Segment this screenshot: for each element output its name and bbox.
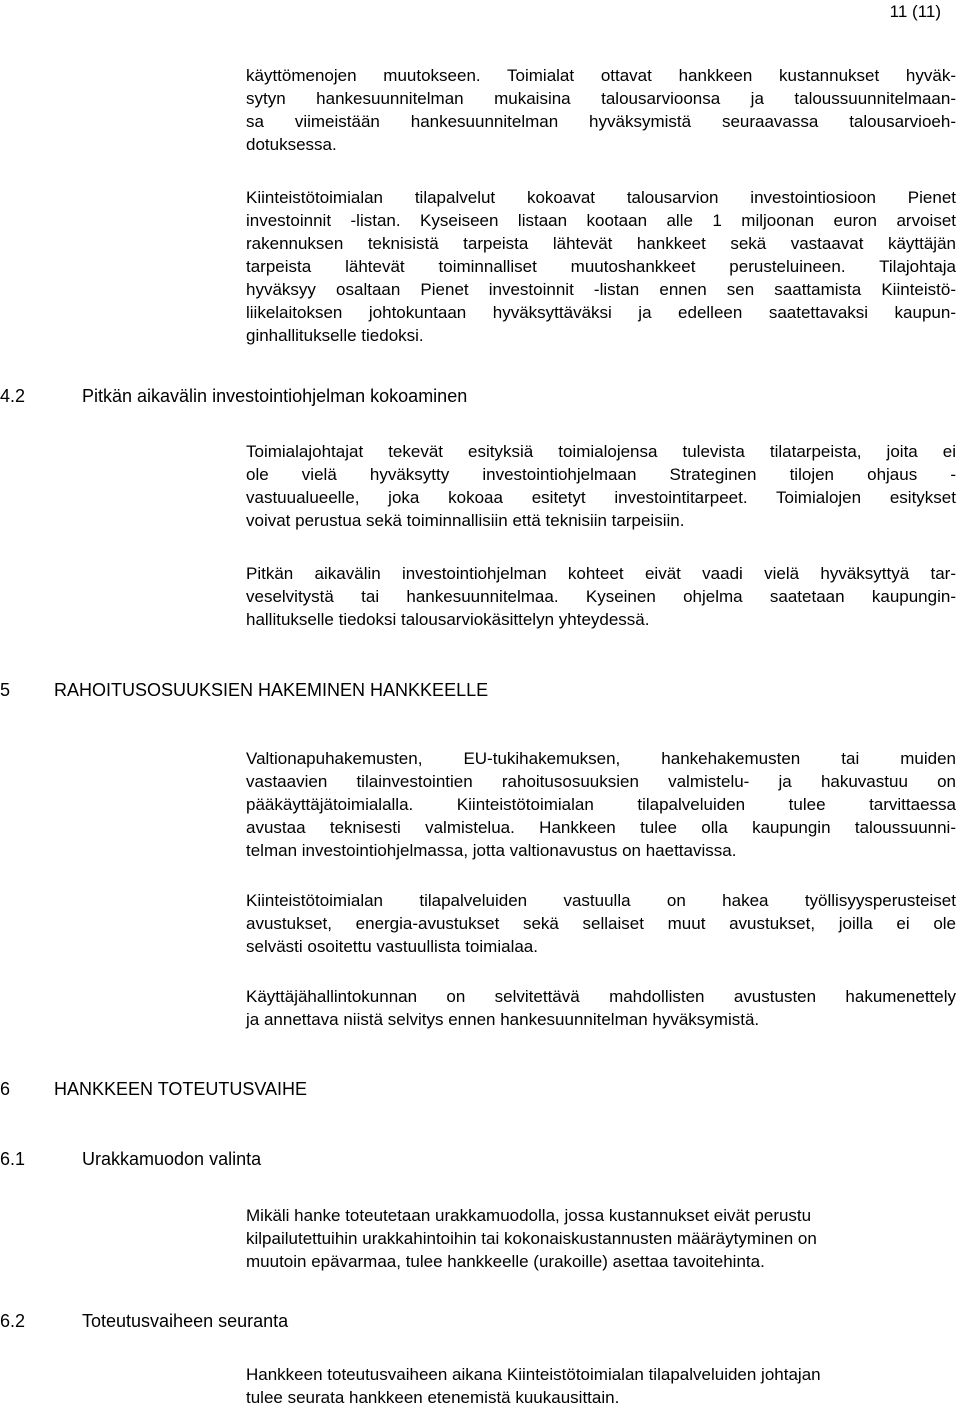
text-line: rakennuksen teknisistä tarpeista lähtevät hankkeet sekä vastaavat käyttäjän xyxy=(246,234,956,253)
text-line: voivat perustua sekä toiminnallisiin että teknisiin tarpeisiin. xyxy=(246,511,685,530)
text-line: käyttömenojen muutokseen. Toimialat ottavat hankkeen kustannukset hyväk- xyxy=(246,66,956,85)
heading-title: Pitkän aikavälin investointiohjelman kokoaminen xyxy=(82,386,468,406)
heading-number: 6 xyxy=(0,1079,11,1099)
text-line: Mikäli hanke toteutetaan urakkamuodolla, jossa kustannukset eivät perustu xyxy=(246,1206,812,1225)
text-line: kilpailutettuihin urakkahintoihin tai kokonaiskustannusten määräytyminen on xyxy=(246,1229,817,1248)
text-line: selvästi osoitettu vastuullista toimialaa. xyxy=(246,937,538,956)
text-line: avustaa teknisesti valmistelua. Hankkeen tulee olla kaupungin taloussuunni- xyxy=(246,818,956,837)
heading-number: 6.1 xyxy=(0,1149,26,1169)
text-line: vastaavien tilainvestointien rahoitusosuuksien valmistelu- ja hakuvastuu on xyxy=(246,772,956,791)
text-line: pääkäyttäjätoimialalla. Kiinteistötoimialan tilapalveluiden tulee tarvittaessa xyxy=(246,795,956,814)
heading-title: HANKKEEN TOTEUTUSVAIHE xyxy=(54,1079,308,1099)
text-line: investoinnit -listan. Kyseiseen listaan kootaan alle 1 miljoonan euron arvoiset xyxy=(246,211,956,230)
text-line: sytyn hankesuunnitelman mukaisina talousarvioonsa ja taloussuunnitelmaan- xyxy=(246,89,956,108)
text-line: dotuksessa. xyxy=(246,135,337,154)
text-line: tarpeista lähtevät toiminnalliset muutoshankkeet perusteluineen. Tilajohtaja xyxy=(246,257,956,276)
text-line: Valtionapuhakemusten, EU-tukihakemuksen, hankehakemusten tai muiden xyxy=(246,749,956,768)
text-line: telman investointiohjelmassa, jotta valtionavustus on haettavissa. xyxy=(246,841,737,860)
text-line: avustukset, energia-avustukset sekä sellaiset muut avustukset, joilla ei ole xyxy=(246,914,956,933)
text-line: Käyttäjähallintokunnan on selvitettävä mahdollisten avustusten hakumenettely xyxy=(246,987,956,1006)
text-line: ja annettava niistä selvitys ennen hankesuunnitelman hyväksymistä. xyxy=(246,1010,760,1029)
text-line: Hankkeen toteutusvaiheen aikana Kiinteistötoimialan tilapalveluiden johtajan xyxy=(246,1365,821,1384)
text-line: ole vielä hyväksytty investointiohjelmaan Strateginen tilojen ohjaus - xyxy=(246,465,956,484)
text-line: Toimialajohtajat tekevät esityksiä toimialojensa tulevista tilatarpeista, joita ei xyxy=(246,442,956,461)
text-line: vastuualueelle, joka kokoaa esitetyt investointitarpeet. Toimialojen esitykset xyxy=(246,488,956,507)
heading-number: 5 xyxy=(0,680,11,700)
text-line: hallitukselle tiedoksi talousarviokäsittelyn yhteydessä. xyxy=(246,610,650,629)
page-number: 11 (11) xyxy=(889,2,941,21)
text-line: sa viimeistään hankesuunnitelman hyväksymistä seuraavassa talousarvioeh- xyxy=(246,112,956,131)
text-line: ginhallitukselle tiedoksi. xyxy=(246,326,424,345)
heading-title: Toteutusvaiheen seuranta xyxy=(82,1311,289,1331)
text-line: Kiinteistötoimialan tilapalveluiden vastuulla on hakea työllisyysperusteiset xyxy=(246,891,956,910)
text-line: Pitkän aikavälin investointiohjelman kohteet eivät vaadi vielä hyväksyttyä tar- xyxy=(246,564,956,583)
text-line: veselvitystä tai hankesuunnitelmaa. Kyseinen ohjelma saatetaan kaupungin- xyxy=(246,587,956,606)
heading-number: 6.2 xyxy=(0,1311,26,1331)
heading-title: Urakkamuodon valinta xyxy=(82,1149,262,1169)
text-line: liikelaitoksen johtokuntaan hyväksyttäväksi ja edelleen saatettavaksi kaupun- xyxy=(246,303,956,322)
text-line: hyväksyy osaltaan Pienet investoinnit -listan ennen sen saattamista Kiinteistö- xyxy=(246,280,956,299)
text-line: tulee seurata hankkeen etenemistä kuukausittain. xyxy=(246,1388,620,1407)
text-line: muutoin epävarmaa, tulee hankkeelle (urakoille) asettaa tavoitehinta. xyxy=(246,1252,765,1271)
text-line: Kiinteistötoimialan tilapalvelut kokoavat talousarvion investointiosioon Pienet xyxy=(246,188,956,207)
heading-number: 4.2 xyxy=(0,386,26,406)
heading-title: RAHOITUSOSUUKSIEN HAKEMINEN HANKKEELLE xyxy=(54,680,489,700)
